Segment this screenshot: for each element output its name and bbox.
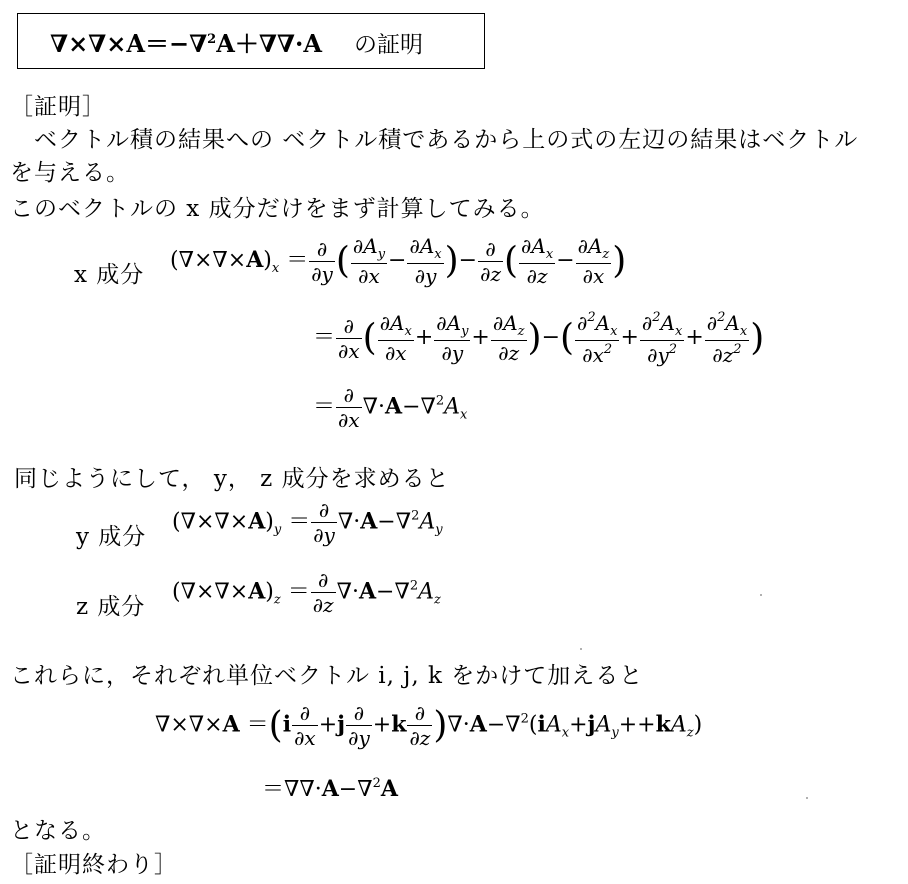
x-equation-line-2: ＝ $\frac{\partial}{\partial x}$ ( $\frac{\partial A_x}{\partial x}$ + $\frac{\partial A_y}{\partial y}$ + $\frac{\partial A_z}{\partial z}$ )−( $\frac{\partial^2A_x}{\partial x^2}$ + $\frac{\partial^2A_x}{\partial y^2}$ + $\frac{\partial^2A_x}{\partial z^2}$ ) bbox=[313, 310, 765, 367]
y-component-label: y 成分 bbox=[76, 524, 147, 550]
final-equation-line-1: ∇×∇×A ＝(i $\frac{\partial}{\partial x}$ +j $\frac{\partial}{\partial y}$ +k $\frac{\partial}{\partial z}$ )$\nabla\cdot A-\nabla^2(iA_x+jA_y++kA_z)$ bbox=[155, 701, 703, 750]
final-equation-line-2: ＝∇∇·A−∇$^2$A bbox=[262, 776, 398, 802]
y-equation: $(\nabla\times\nabla\times A)_y$ ＝ $\frac{\partial}{\partial y}$ $\nabla\cdot A-\nabla^2A_y$ bbox=[172, 498, 443, 547]
title-suffix: の証明 bbox=[354, 32, 423, 58]
similarly-sentence: 同じようにして， y， z 成分を求めると bbox=[14, 466, 450, 492]
z-component-label: z 成分 bbox=[76, 594, 146, 620]
paragraph-1-line-2: を与える。 bbox=[10, 160, 130, 186]
paragraph-1-line-1: ベクトル積の結果への ベクトル積であるから上の式の左辺の結果はベクトル bbox=[10, 127, 859, 153]
multiply-sentence: これらに，それぞれ単位ベクトル i, j, k をかけて加えると bbox=[10, 663, 644, 689]
proof-end: ［証明終わり］ bbox=[10, 852, 178, 878]
x-equation-line-3: ＝ $\frac{\partial}{\partial x}$ $\nabla\cdot A-\nabla^2A_x$ bbox=[313, 383, 468, 432]
scan-speck bbox=[806, 797, 808, 799]
scan-speck bbox=[580, 648, 582, 650]
title-formula: ∇×∇×A＝−∇$^2$A＋∇∇·A bbox=[50, 29, 322, 58]
becomes-sentence: となる。 bbox=[10, 818, 106, 844]
paragraph-2: このベクトルの x 成分だけをまず計算してみる。 bbox=[10, 196, 545, 222]
x-equation-line-1: $(\nabla\times\nabla\times A)_x$ ＝ $\frac{\partial}{\partial y}$ ( $\frac{\partial A_y}{\partial x}$ − $\frac{\partial A_x}{\partial y}$ )− $\frac{\partial}{\partial z}$ ( $\frac{\partial A_x}{\partial z}$ − $\frac{\partial A_z}{\partial x}$ ) bbox=[170, 234, 627, 288]
z-equation: $(\nabla\times\nabla\times A)_z$ ＝ $\frac{\partial}{\partial z}$ $\nabla\cdot A-\nabla^2A_z$ bbox=[172, 568, 441, 617]
scan-speck bbox=[760, 594, 762, 596]
x-component-label: x 成分 bbox=[74, 262, 145, 288]
proof-start: ［証明］ bbox=[10, 94, 106, 120]
